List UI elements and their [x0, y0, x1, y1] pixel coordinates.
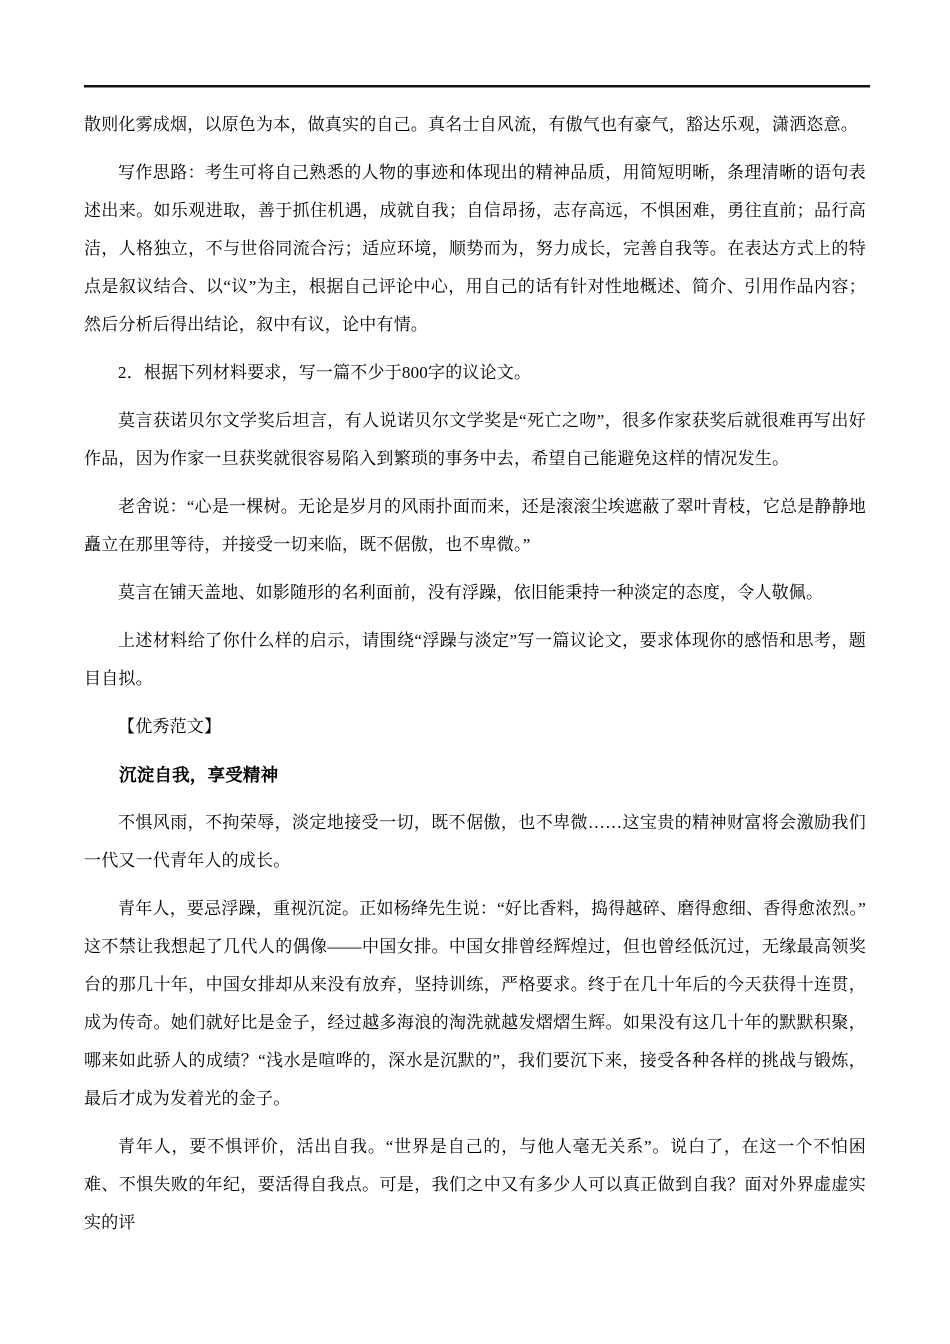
material-moyan-comment: 莫言在铺天盖地、如影随形的名利面前，没有浮躁，依旧能秉持一种淡定的态度，令人敬佩。	[118, 583, 824, 602]
material-moyan-nobel: 莫言获诺贝尔文学奖后坦言，有人说诺贝尔文学奖是“死亡之吻”，很多作家获奖后就很难再写出好作品，因为作家一旦获奖就很容易陷入到繁琐的事务中去，希望自己能避免这样的情况发生。	[84, 411, 866, 468]
model-essay-label: 【优秀范文】	[118, 717, 222, 736]
essay-opening: 不惧风雨，不拘荣辱，淡定地接受一切，既不倨傲，也不卑微……这宝贵的精神财富将会激励我们一代又一代青年人的成长。	[84, 813, 866, 870]
paragraph-writing-ideas: 写作思路：考生可将自己熟悉的人物的事迹和体现出的精神品质，用简短明晰，条理清晰的语句表述出来。如乐观进取，善于抓住机遇，成就自我；自信昂扬，志存高远，不惧困难，勇往直前；品行高洁，人格独立，不与世俗同流合污；适应环境，顺势而为，努力成长，完善自我等。在表达方式上的特点是叙议结合、以“议”为主，根据自己评论中心，用自己的话有针对性地概述、简介、引用作品内容；然后分析后得出结论，叙中有议，论中有情。	[84, 163, 866, 334]
essay-body-1: 青年人，要忌浮躁，重视沉淀。正如杨绛先生说：“好比香料，捣得越碎、磨得愈细、香得愈浓烈。”这不禁让我想起了几代人的偶像——中国女排。中国女排曾经辉煌过，但也曾经低沉过，无缘最高领奖台的那几十年，中国女排却从来没有放弃，坚持训练，严格要求。终于在几十年后的今天获得十连贯，成为传奇。她们就好比是金子，经过越多海浪的淘洗就越发熠熠生辉。如果没有这几十年的默默积聚，哪来如此骄人的成绩？“浅水是喧哗的，深水是沉默的”，我们要沉下来，接受各种各样的挑战与锻炼，最后才成为发着光的金子。	[84, 899, 866, 1108]
paragraph-intro-continuation: 散则化雾成烟，以原色为本，做真实的自己。真名士自风流，有傲气也有豪气，豁达乐观，潇洒恣意。	[84, 115, 858, 134]
material-laoshe-quote: 老舍说：“心是一棵树。无论是岁月的风雨扑面而来，还是滚滚尘埃遮蔽了翠叶青枝，它总是静静地矗立在那里等待，并接受一切来临，既不倨傲，也不卑微。”	[84, 497, 866, 554]
essay-prompt: 上述材料给了你什么样的启示，请围绕“浮躁与淡定”写一篇议论文，要求体现你的感悟和思考，题目自拟。	[84, 631, 866, 688]
essay-title: 沉淀自我，享受精神	[119, 765, 279, 785]
document-body	[84, 106, 866, 1252]
question-2-heading: 2．根据下列材料要求，写一篇不少于800字的议论文。	[118, 363, 532, 382]
essay-body-2: 青年人，要不惧评价，活出自我。“世界是自己的，与他人毫无关系”。说白了，在这一个不怕困难、不惧失败的年纪，要活得自我点。可是，我们之中又有多少人可以真正做到自我？面对外界虚虚实实的评	[84, 1137, 866, 1232]
header-divider	[84, 85, 870, 88]
